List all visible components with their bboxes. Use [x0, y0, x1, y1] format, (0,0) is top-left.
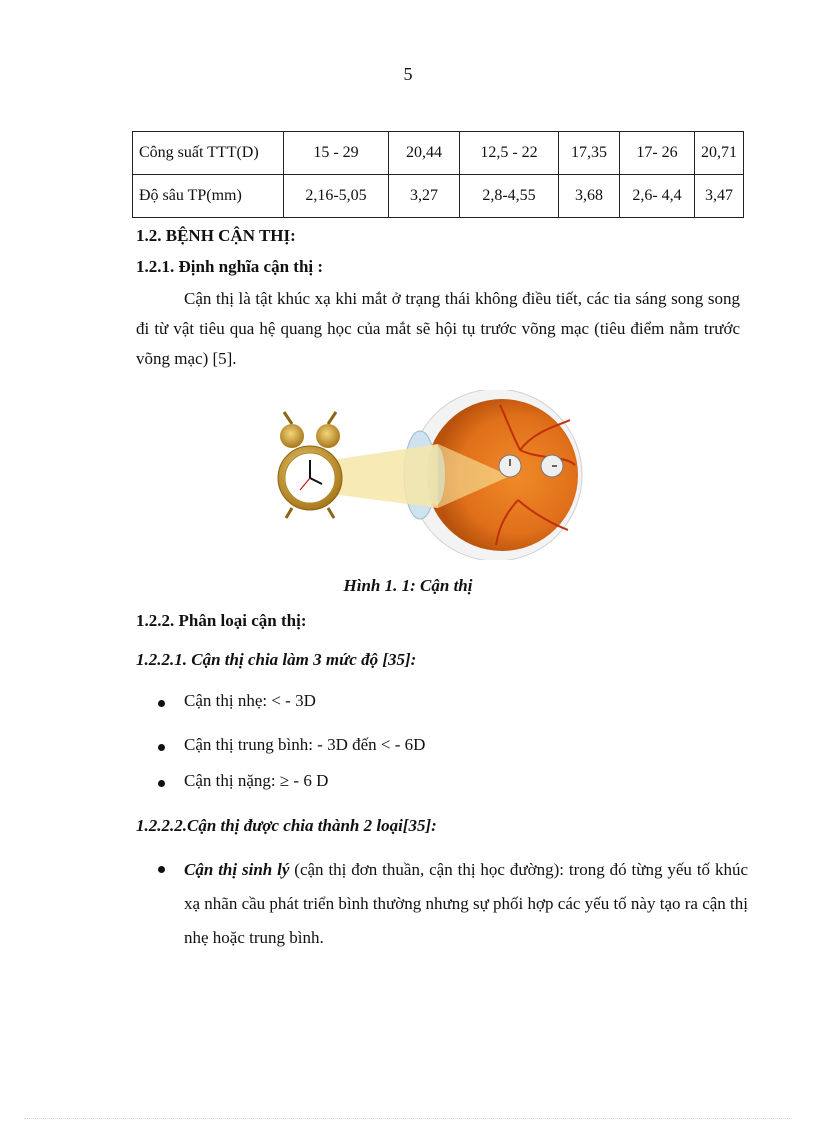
- list-item: Cận thị nhẹ: < - 3D: [158, 690, 748, 734]
- table-cell: 3,68: [559, 175, 620, 218]
- levels-list: [158, 690, 748, 806]
- table-cell: 3,47: [695, 175, 744, 218]
- table-cell: 20,44: [389, 132, 460, 175]
- bullet-icon: [158, 744, 165, 751]
- table-cell: 20,71: [695, 132, 744, 175]
- bullet-icon: [158, 700, 165, 707]
- table-cell: Độ sâu TP(mm): [133, 175, 284, 218]
- table-cell: 15 - 29: [284, 132, 389, 175]
- type-term: Cận thị sinh lý: [184, 860, 290, 879]
- section-heading: 1.2. BỆNH CẬN THỊ:: [136, 226, 296, 245]
- page-number: 5: [403, 64, 413, 84]
- table-cell: 17,35: [559, 132, 620, 175]
- table-cell: 3,27: [389, 175, 460, 218]
- table-cell: 2,6- 4,4: [620, 175, 695, 218]
- list-item: Cận thị nặng: ≥ - 6 D: [158, 770, 748, 806]
- table-cell: 12,5 - 22: [460, 132, 559, 175]
- type-description: (cận thị đơn thuần, cận thị học đường): trong đó từng yếu tố khúc xạ nhãn cầu phát triển bình thường nhưng sự phối hợp các yếu tố này tạo ra cận thị nhẹ hoặc trung bình.: [184, 860, 748, 947]
- myopia-illustration: [270, 390, 602, 560]
- figure-caption: Hình 1. 1: Cận thị: [343, 576, 473, 595]
- list-item: Cận thị trung bình: - 3D đến < - 6D: [158, 734, 748, 770]
- data-table: [132, 131, 744, 218]
- subsubsection-heading: 1.2.2.2.Cận thị được chia thành 2 loại[35]:: [136, 816, 437, 835]
- table-cell: Công suất TTT(D): [133, 132, 284, 175]
- subsubsection-heading: 1.2.2.1. Cận thị chia làm 3 mức độ [35]:: [136, 650, 417, 669]
- subsection-heading: 1.2.2. Phân loại cận thị:: [136, 611, 307, 630]
- alarm-clock-icon: [278, 412, 342, 518]
- page-bottom-rule: [24, 1118, 792, 1119]
- bullet-icon: [158, 866, 165, 873]
- types-list: [158, 853, 748, 955]
- table-cell: 2,16-5,05: [284, 175, 389, 218]
- list-item: [158, 853, 748, 955]
- table-cell: 17- 26: [620, 132, 695, 175]
- bullet-icon: [158, 780, 165, 787]
- table-cell: 2,8-4,55: [460, 175, 559, 218]
- table-row: [133, 132, 744, 175]
- table-row: [133, 175, 744, 218]
- definition-paragraph: Cận thị là tật khúc xạ khi mắt ở trạng thái không điều tiết, các tia sáng song song đi từ vật tiêu qua hệ quang học của mắt sẽ hội tụ trước võng mạc (tiêu điểm nằm trước võng mạc) [5].: [136, 289, 740, 368]
- subsection-heading: 1.2.1. Định nghĩa cận thị :: [136, 257, 324, 276]
